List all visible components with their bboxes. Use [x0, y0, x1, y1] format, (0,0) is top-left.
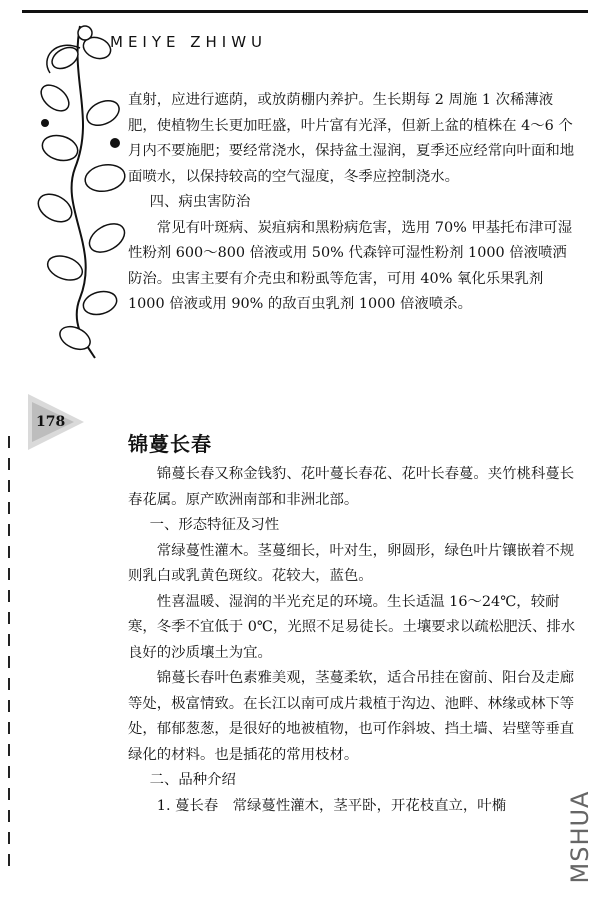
paragraph: 性喜温暖、湿润的半光充足的环境。生长适温 16～24℃，较耐寒，冬季不宜低于 0℃，光照不足易徒长。土壤要求以疏松肥沃、排水良好的沙质壤土为宜。 [128, 593, 576, 661]
running-head: MEIYE ZHIWU [110, 33, 268, 51]
paragraph: 直射，应进行遮荫，或放荫棚内养护。生长期每 2 周施 1 次稀薄液肥，使植物生长更加旺盛，叶片富有光泽，但新上盆的植株在 4～6 个月内不要施肥；要经常浇水，保持盆土湿润，夏季还应经常向叶面和地面喷水，以保持较高的空气湿度，冬季应控制浇水。 [128, 92, 575, 185]
vine-illustration [25, 18, 135, 363]
paragraph: 常绿蔓性灌木。茎蔓细长，叶对生，卵圆形，绿色叶片镶嵌着不规则乳白或乳黄色斑纹。花较大，蓝色。 [128, 542, 575, 584]
page-number: 178 [36, 414, 66, 430]
section-heading: 四、病虫害防治 [149, 194, 251, 210]
article-title: 锦蔓长春 [128, 432, 212, 456]
top-section [128, 88, 581, 318]
paragraph: 锦蔓长春叶色素雅美观，茎蔓柔软，适合吊挂在窗前、阳台及走廊等处，极富情致。在长江以南可成片栽植于沟边、池畔、林缘或林下等处，郁郁葱葱，是很好的地被植物，也可作斜坡、挡土墙、岩壁等垂直绿化的材料。也是插花的常用枝材。 [128, 670, 575, 763]
paragraph: 1. 蔓长春 常绿蔓性灌木，茎平卧，开花枝直立，叶椭 [156, 797, 507, 814]
paragraph: 锦蔓长春又称金钱豹、花叶蔓长春花、花叶长春蔓。夹竹桃科蔓长春花属。原产欧洲南部和非洲北部。 [128, 466, 575, 508]
section-heading: 一、形态特征及习性 [149, 517, 280, 533]
article-body [128, 462, 581, 819]
section-heading: 二、品种介绍 [149, 772, 236, 788]
top-rule [22, 10, 588, 13]
watermark-text: MSHUA [566, 790, 594, 884]
page-number-badge [26, 392, 86, 452]
margin-dashes [8, 436, 10, 876]
paragraph: 常见有叶斑病、炭疽病和黑粉病危害，选用 70% 甲基托布津可湿性粉剂 600～800 倍液或用 50% 代森锌可湿性粉剂 1000 倍液喷洒防治。虫害主要有介壳虫和粉虱等危害，可用 40% 氧化乐果乳剂 1000 倍液或用 90% 的敌百虫乳剂 1000 倍液喷杀。 [128, 219, 573, 312]
watermark [560, 782, 600, 892]
